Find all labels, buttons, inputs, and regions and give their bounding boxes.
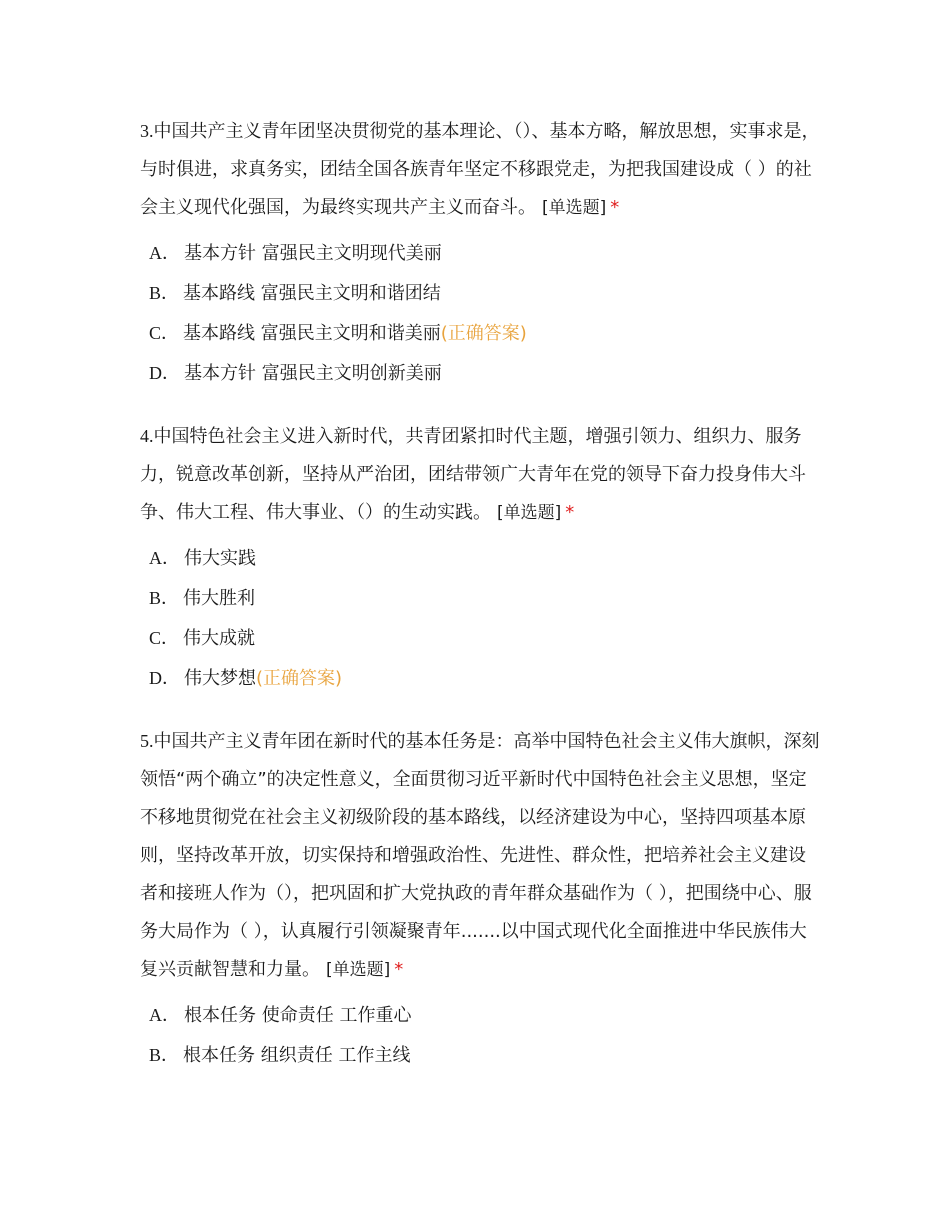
option-list: [140, 995, 820, 1075]
question-type-label: [单选题]: [497, 503, 562, 523]
option-c[interactable]: [140, 313, 820, 353]
option-a[interactable]: [140, 995, 820, 1035]
question-3: [140, 112, 820, 393]
required-mark: *: [610, 197, 620, 218]
option-text: 基本方针 富强民主文明创新美丽: [184, 363, 442, 384]
question-list: [140, 112, 820, 1099]
option-text: 伟大胜利: [183, 588, 256, 609]
option-key: B．: [149, 283, 180, 303]
option-b[interactable]: [140, 578, 820, 618]
question-stem: [140, 112, 820, 227]
option-key: C．: [149, 628, 180, 648]
option-d[interactable]: [140, 353, 820, 393]
option-key: A．: [149, 548, 180, 568]
correct-answer-label: (正确答案): [256, 668, 343, 689]
option-text: 伟大实践: [184, 548, 256, 569]
option-a[interactable]: [140, 233, 820, 273]
option-text: 基本路线 富强民主文明和谐团结: [183, 283, 441, 304]
option-text: 伟大梦想: [184, 668, 256, 689]
option-text: 根本任务 组织责任 工作主线: [183, 1045, 411, 1066]
option-key: A．: [149, 1005, 180, 1025]
option-text: 基本路线 富强民主文明和谐美丽: [183, 323, 441, 344]
question-type-label: [单选题]: [542, 198, 607, 218]
question-number: 5.: [140, 731, 154, 751]
option-key: C．: [149, 323, 180, 343]
correct-answer-label: (正确答案): [440, 323, 527, 344]
option-key: D．: [149, 363, 180, 383]
question-type-label: [单选题]: [326, 960, 391, 980]
question-text: 中国特色社会主义进入新时代，共青团紧扣时代主题，增强引领力、组织力、服务力，锐意改革创新，坚持从严治团，团结带领广大青年在党的领导下奋力投身伟大斗争、伟大工程、伟大事业、（）的生动实践。: [140, 426, 806, 523]
option-d[interactable]: [140, 658, 820, 698]
option-list: [140, 538, 820, 698]
option-text: 根本任务 使命责任 工作重心: [184, 1005, 412, 1026]
question-stem: [140, 722, 820, 989]
required-mark: *: [565, 502, 575, 523]
option-key: A．: [149, 243, 180, 263]
question-5: [140, 722, 820, 1075]
option-a[interactable]: [140, 538, 820, 578]
option-key: B．: [149, 1045, 180, 1065]
question-number: 4.: [140, 426, 154, 446]
option-key: B．: [149, 588, 180, 608]
option-b[interactable]: [140, 1035, 820, 1075]
option-b[interactable]: [140, 273, 820, 313]
question-stem: [140, 417, 820, 532]
question-text: 中国共产主义青年团坚决贯彻党的基本理论、（）、基本方略，解放思想，实事求是，与时俱进，求真务实，团结全国各族青年坚定不移跟党走，为把我国建设成（ ）的社会主义现代化强国，为最终实现共产主义而奋斗。: [140, 121, 820, 218]
question-number: 3.: [140, 121, 154, 141]
question-text: 中国共产主义青年团在新时代的基本任务是：高举中国特色社会主义伟大旗帜，深刻领悟“两个确立”的决定性意义，全面贯彻习近平新时代中国特色社会主义思想，坚定不移地贯彻党在社会主义初级阶段的基本路线，以经济建设为中心，坚持四项基本原则，坚持改革开放，切实保持和增强政治性、先进性、群众性，把培养社会主义建设者和接班人作为（），把巩固和扩大党执政的青年群众基础作为（ ），把围绕中心、服务大局作为（ ），认真履行引领凝聚青年.......以中国式现代化全面推进中华民族伟大复兴贡献智慧和力量。: [140, 731, 820, 980]
option-list: [140, 233, 820, 393]
question-4: [140, 417, 820, 698]
option-text: 基本方针 富强民主文明现代美丽: [184, 243, 442, 264]
option-text: 伟大成就: [183, 628, 256, 649]
option-key: D．: [149, 668, 180, 688]
option-c[interactable]: [140, 618, 820, 658]
required-mark: *: [394, 959, 404, 980]
